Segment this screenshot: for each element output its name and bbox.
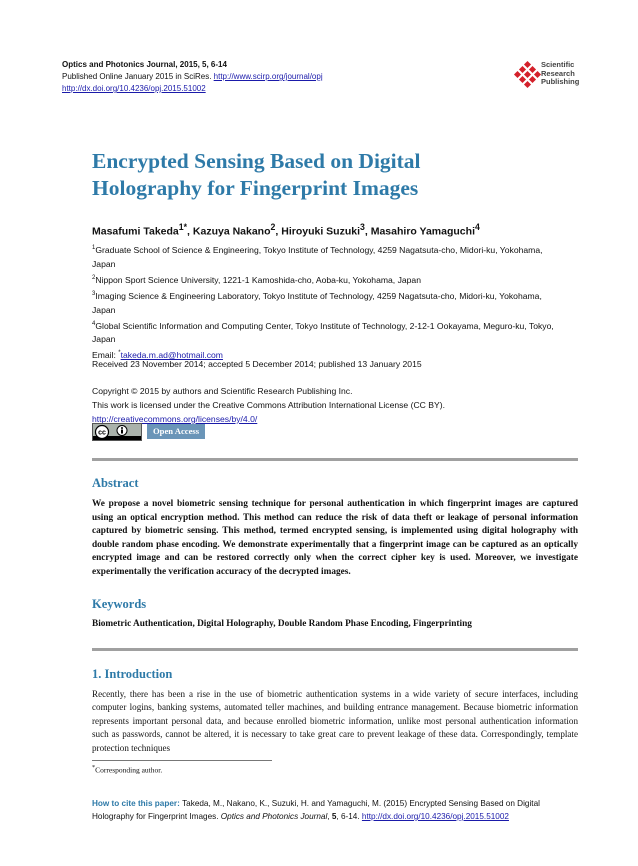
keywords-heading: Keywords xyxy=(92,597,147,611)
publisher-logo-line: Research xyxy=(541,68,575,78)
affiliation xyxy=(92,271,562,287)
keywords-text: Biometric Authentication, Digital Holography, Double Random Phase Encoding, Fingerprinting xyxy=(92,619,472,629)
affiliation-text: Imaging Science & Engineering Laboratory, Tokyo Institute of Technology, 4259 Nagatsuta-cho, Midori-ku, Yokohama, Japan xyxy=(92,290,542,315)
journal-citation: Optics and Photonics Journal, 2015, 5, 6-14 xyxy=(62,60,227,69)
affiliation-mark: 2 xyxy=(92,274,96,281)
footnote-text: Corresponding author. xyxy=(95,765,163,775)
affiliation-mark: 4 xyxy=(92,320,96,327)
affiliation-text: Nippon Sport Science University, 1221-1 Kamoshida-cho, Aoba-ku, Yokohama, Japan xyxy=(95,274,421,285)
footnote-mark: * xyxy=(92,764,96,771)
cite-pages: , 6-14. xyxy=(336,812,362,821)
how-to-cite: How to cite this paper: Takeda, M., Nakano, K., Suzuki, H. and Yamaguchi, M. (2015) Encrypted Sensing Based on Digital Holography for Fingerprint Images. Optics and Photonics Journal, 5, 6-14. http://dx.doi.org/10.4236/opj.2015.51002 xyxy=(92,799,540,821)
doi-line xyxy=(62,83,323,95)
affiliation-mark: 1 xyxy=(92,245,96,251)
cite-text: Takeda, M., Nakano, K., Suzuki, H. and Yamaguchi, M. (2015) Encrypted Sensing Based on Digital Holography for Fingerprint Images. xyxy=(92,799,540,821)
author-list: Masafumi Takeda$^{1*}$, Kazuya Nakano$^2$, Hiroyuki Suzuki$^3$, Masahiro Yamaguchi$^4$ xyxy=(92,222,480,238)
journal-link[interactable]: http://www.scirp.org/journal/opj xyxy=(213,72,323,81)
author-mark: 1* xyxy=(178,222,188,232)
publisher-logo-text xyxy=(541,61,579,87)
footnote xyxy=(92,764,162,775)
svg-text:cc: cc xyxy=(98,429,106,437)
affiliation-mark: 3 xyxy=(92,290,96,297)
email-label: Email: xyxy=(92,350,119,361)
title-line: Encrypted Sensing Based on Digital xyxy=(92,149,421,173)
author-mark: 3 xyxy=(360,222,365,232)
license-line: This work is licensed under the Creative Commons Attribution International License (CC BY). xyxy=(92,400,445,410)
doi-link[interactable]: http://dx.doi.org/10.4236/opj.2015.51002 xyxy=(62,84,206,93)
received-dates: Received 23 November 2014; accepted 5 December 2014; published 13 January 2015 xyxy=(92,359,422,369)
publisher-logo-line: Scientific xyxy=(541,60,575,69)
affiliation xyxy=(92,241,562,271)
intro-heading: 1. Introduction xyxy=(92,667,173,681)
email-mark: * xyxy=(118,350,121,357)
publisher-logo-line: Publishing xyxy=(541,77,580,86)
affiliation-text: Global Scientific Information and Computing Center, Tokyo Institute of Technology, 2-12-1 Ookayama, Meguro-ku, Tokyo, Japan xyxy=(92,320,554,345)
author-mark: 2 xyxy=(270,222,276,232)
author-name: Hiroyuki Suzuki xyxy=(281,225,360,238)
cite-journal: Optics and Photonics Journal xyxy=(220,812,328,821)
paper-title xyxy=(92,148,552,202)
cc-by-icon[interactable] xyxy=(92,423,142,441)
copyright-block xyxy=(92,384,562,426)
author-name: Kazuya Nakano xyxy=(192,225,271,238)
intro-text: Recently, there has been a rise in the use of biometric authentication systems in a wide variety of secure interfaces, including computer logins, banking systems, automated teller machines, and building entrance management. Because biometric information represents important personal data, and because enrolled biometric information, unlike most personal authentication information such as passwords, cannot be altered, it is necessary to take great care to prevent leakage of these data. Correspondingly, template protection techniques xyxy=(92,689,578,753)
published-line xyxy=(62,71,323,83)
affiliations xyxy=(92,241,562,362)
cite-label: How to cite this paper: xyxy=(92,799,183,808)
license-link[interactable]: http://creativecommons.org/licenses/by/4.0/ xyxy=(92,414,258,424)
title-line: Holography for Fingerprint Images xyxy=(92,176,419,200)
affiliation xyxy=(92,317,562,347)
copyright-line: Copyright © 2015 by authors and Scientific Research Publishing Inc. xyxy=(92,386,353,396)
journal-header xyxy=(62,59,323,95)
section-divider xyxy=(92,458,578,461)
section-divider xyxy=(92,648,578,651)
abstract-text: We propose a novel biometric sensing technique for personal authentication in which fingerprint images are captured using an optical encryption method. This method can reduce the risk of data theft or leakage of personal information captured by biometric sensing. This method, termed encrypted sensing, is implemented using digital holography with double random phase encoding. We demonstrate experimentally that a fingerprint image can be captured as an optically encrypted image and can be restored correctly only when the correct cipher key is used. Moreover, we investigate experimentally the verification accuracy of the decrypted images. xyxy=(92,499,578,577)
published-prefix: Published Online January 2015 in SciRes. xyxy=(62,72,214,81)
cite-volume: 5 xyxy=(331,812,337,821)
email-link[interactable]: takeda.m.ad@hotmail.com xyxy=(120,350,223,361)
author-name: Masahiro Yamaguchi xyxy=(370,225,475,238)
affiliation-text: Graduate School of Science & Engineering, Tokyo Institute of Technology, 4259 Nagatsuta-cho, Midori-ku, Yokohama, Japan xyxy=(92,244,543,269)
cite-doi-link[interactable]: http://dx.doi.org/10.4236/opj.2015.51002 xyxy=(361,812,509,821)
abstract-heading: Abstract xyxy=(92,476,139,490)
author-name: Masafumi Takeda xyxy=(92,225,179,238)
open-access-badge: Open Access xyxy=(147,424,205,439)
affiliation xyxy=(92,287,562,317)
footnote-rule xyxy=(92,760,272,761)
author-mark: 4 xyxy=(474,222,480,232)
